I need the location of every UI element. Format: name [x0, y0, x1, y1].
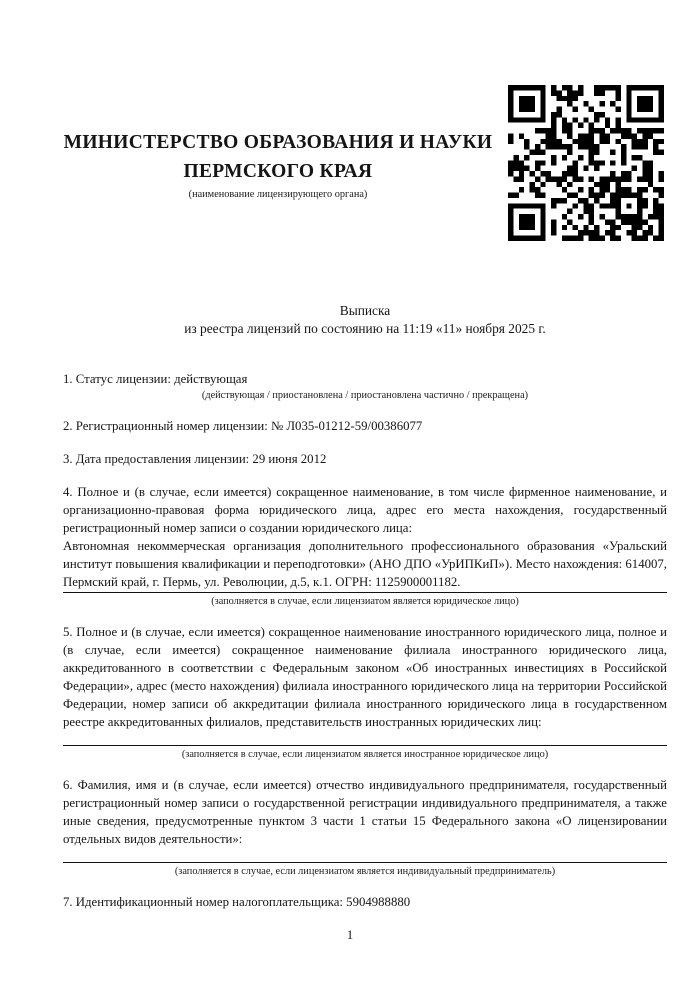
foreign-entity-caption: (заполняется в случае, если лицензиатом является иностранное юридическое лицо): [181, 749, 549, 760]
section-grant-date: [63, 450, 667, 468]
section-individual-entrepreneur: [63, 776, 667, 878]
subject-line: из реестра лицензий по состоянию на 11:19 «11» ноября 2025 г.: [184, 320, 546, 336]
foreign-entity-text: 5. Полное и (в случае, если имеется) сокращенное наименование иностранного юридического лица, полное и (в случае, если имеется) сокращенное наименование филиала иностранного юридического лица, аккредитованного в соответствии с Федеральным законом «Об иностранных инвестициях в Российской Федерации», адрес (место нахождения) филиала иностранного юридического лица на территории Российской Федерации, номер записи об аккредитации филиала иностранного юридического лица в государственном реестре аккредитованных филиалов, представительств иностранных юридических лиц:: [63, 625, 667, 729]
section-taxpayer-number: [63, 893, 667, 911]
section-license-status: [63, 370, 667, 402]
section-registration-number: [63, 417, 667, 435]
legal-entity-text: 4. Полное и (в случае, если имеется) сокращенное наименование, в том числе фирменное наименование, и организационно-правовая форма юридического лица, адрес его места нахождения, государственный регистрационный номер записи о создании юридического лица:: [63, 485, 667, 535]
legal-entity-value: Автономная некоммерческая организация дополнительного профессионального образования «Уральский институт повышения квалификации и переподготовки» (АНО ДПО «УрИПКиП»). Место нахождения: 614007, Пермский край, г. Пермь, ул. Революции, д.5, к.1. ОГРН: 1125900001182.: [63, 539, 667, 589]
individual-entrepreneur-text: 6. Фамилия, имя и (в случае, если имеется) отчество индивидуального предпринимателя, государственный регистрационный номер записи о государственной регистрации индивидуального предпринимателя, а также иные сведения, предусмотренные пунктом 3 части 1 статьи 15 Федерального закона «О лицензировании отдельных видов деятельности»:: [63, 778, 667, 846]
legal-entity-fill-rule: [63, 592, 667, 593]
registration-number-text: 2. Регистрационный номер лицензии: № Л035-01212-59/00386077: [63, 419, 423, 433]
section-legal-entity: [63, 483, 667, 608]
license-status-text: 1. Статус лицензии: действующая: [63, 372, 248, 386]
individual-entrepreneur-caption: (заполняется в случае, если лицензиатом является индивидуальный предприниматель): [174, 866, 556, 877]
legal-entity-caption: (заполняется в случае, если лицензиатом является юридическое лицо): [211, 596, 519, 607]
individual-entrepreneur-fill-rule: [63, 862, 667, 863]
licensing-authority-caption: (наименование лицензирующего органа): [188, 189, 368, 200]
sections: [63, 370, 667, 911]
document-subject: [63, 302, 667, 337]
license-status-hint: (действующая / приостановлена / приостановлена частично / прекращена): [201, 390, 529, 401]
page-number: 1: [346, 928, 354, 942]
qr-code-icon: [508, 85, 664, 241]
document-header: [63, 0, 667, 248]
ministry-name-line1: МИНИСТЕРСТВО ОБРАЗОВАНИЯ И НАУКИ: [63, 132, 493, 153]
ministry-name: [63, 128, 493, 186]
foreign-entity-fill-rule: [63, 745, 667, 746]
section-foreign-entity: [63, 623, 667, 761]
subject-title: Выписка: [339, 303, 391, 318]
ministry-title-block: [63, 128, 493, 201]
taxpayer-number-text: 7. Идентификационный номер налогоплательщика: 5904988880: [63, 895, 411, 909]
ministry-name-line2: ПЕРМСКОГО КРАЯ: [183, 161, 373, 182]
grant-date-text: 3. Дата предоставления лицензии: 29 июня 2012: [63, 452, 327, 466]
